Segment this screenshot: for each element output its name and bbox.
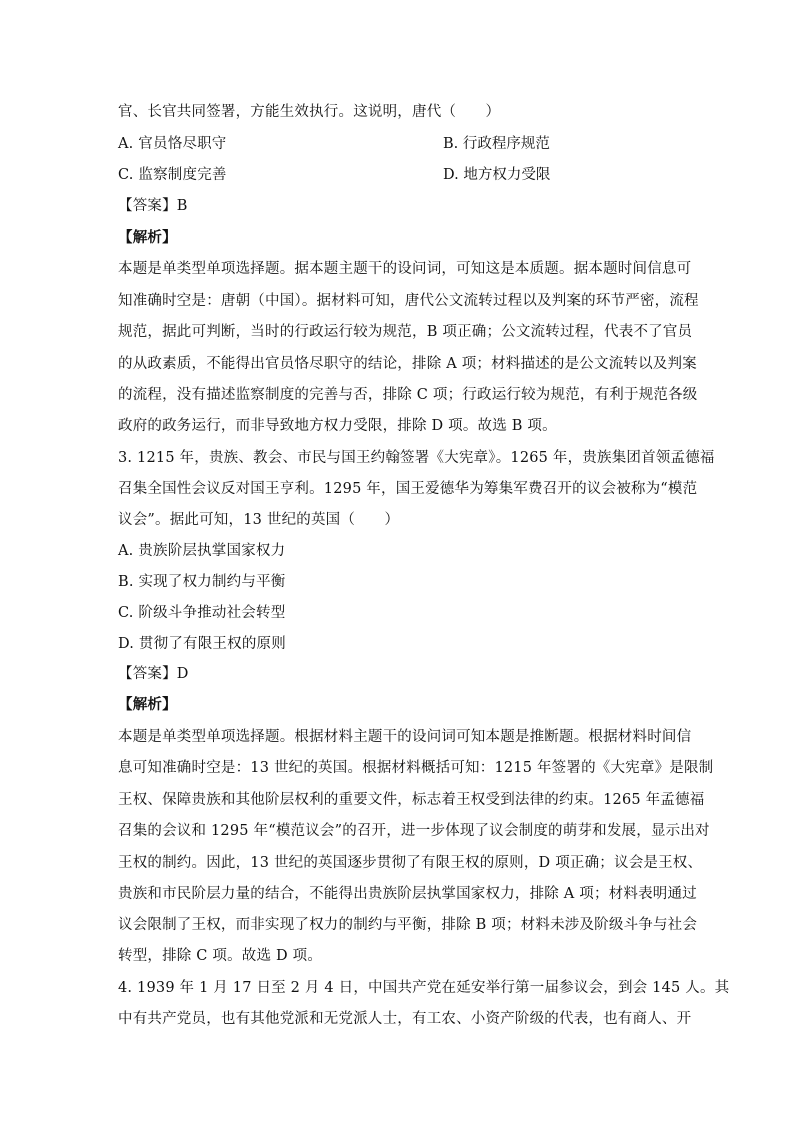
q3-analysis-line: 召集的会议和 1295 年“模范议会”的召开，进一步体现了议会制度的萌芽和发展，显示出对 bbox=[118, 823, 710, 839]
q3-stem-line: 3. 1215 年，贵族、教会、市民与国王约翰签署《大宪章》。1265 年，贵族集团首领孟德福 bbox=[118, 450, 715, 466]
q2-option-d: D. 地方权力受限 bbox=[443, 167, 551, 183]
q3-stem-line: 召集全国性会议反对国王亨利。1295 年，国王爱德华为筹集军费召开的议会被称为“模范 bbox=[118, 481, 698, 497]
q3-option-c: C. 阶级斗争推动社会转型 bbox=[118, 605, 286, 621]
q2-option-c: C. 监察制度完善 bbox=[118, 167, 227, 183]
q3-analysis-line: 息可知准确时空是：13 世纪的英国。根据材料概括可知：1215 年签署的《大宪章》是限制 bbox=[118, 760, 714, 776]
q2-analysis-line: 的从政素质，不能得出官员恪尽职守的结论，排除 A 项；材料描述的是公文流转以及判案 bbox=[118, 356, 697, 372]
q2-answer: 【答案】B bbox=[118, 198, 188, 214]
q3-analysis-label: 【解析】 bbox=[118, 696, 177, 713]
q2-option-a: A. 官员恪尽职守 bbox=[118, 136, 227, 152]
q3-option-d: D. 贯彻了有限王权的原则 bbox=[118, 636, 286, 652]
q3-analysis-line: 议会限制了王权，而非实现了权力的制约与平衡，排除 B 项；材料未涉及阶级斗争与社会 bbox=[118, 917, 698, 933]
q3-analysis-line: 贵族和市民阶层力量的结合，不能得出贵族阶层执掌国家权力，排除 A 项；材料表明通过 bbox=[118, 886, 697, 902]
q2-analysis-label: 【解析】 bbox=[118, 229, 177, 246]
q3-answer: 【答案】D bbox=[118, 666, 189, 682]
q2-analysis-line: 的流程，没有描述监察制度的完善与否，排除 C 项；行政运行较为规范，有利于规范各级 bbox=[118, 387, 698, 403]
q2-analysis-line: 规范，据此可判断，当时的行政运行较为规范，B 项正确；公文流转过程，代表不了官员 bbox=[118, 324, 693, 340]
q3-option-a: A. 贵族阶层执掌国家权力 bbox=[118, 543, 286, 559]
q4-stem-line: 4. 1939 年 1 月 17 日至 2 月 4 日，中国共产党在延安举行第一届参议会，到会 145 人。其 bbox=[118, 980, 730, 996]
q2-analysis-line: 知准确时空是：唐朝（中国）。据材料可知，唐代公文流转过程以及判案的环节严密，流程 bbox=[118, 293, 699, 309]
q3-stem-line: 议会”。据此可知，13 世纪的英国（ ） bbox=[118, 512, 400, 528]
q2-stem-end: 官、长官共同签署，方能生效执行。这说明，唐代（ ） bbox=[118, 104, 501, 120]
q3-analysis-line: 本题是单类型单项选择题。根据材料主题干的设问词可知本题是推断题。根据材料时间信 bbox=[118, 729, 692, 745]
q2-analysis-line: 本题是单类型单项选择题。据本题主题干的设问词，可知这是本质题。据本题时间信息可 bbox=[118, 261, 692, 277]
q4-stem-line: 中有共产党员，也有其他党派和无党派人士，有工农、小资产阶级的代表，也有商人、开 bbox=[118, 1011, 692, 1027]
q2-analysis-line: 政府的政务运行，而非导致地方权力受限，排除 D 项。故选 B 项。 bbox=[118, 418, 557, 434]
q3-analysis-line: 转型，排除 C 项。故选 D 项。 bbox=[118, 948, 323, 964]
q3-analysis-line: 王权、保障贵族和其他阶层权利的重要文件，标志着王权受到法律的约束。1265 年孟德福 bbox=[118, 792, 705, 808]
q3-analysis-line: 王权的制约。因此，13 世纪的英国逐步贯彻了有限王权的原则，D 项正确；议会是王权、 bbox=[118, 855, 703, 871]
q3-option-b: B. 实现了权力制约与平衡 bbox=[118, 574, 286, 590]
q2-option-b: B. 行政程序规范 bbox=[443, 136, 550, 152]
